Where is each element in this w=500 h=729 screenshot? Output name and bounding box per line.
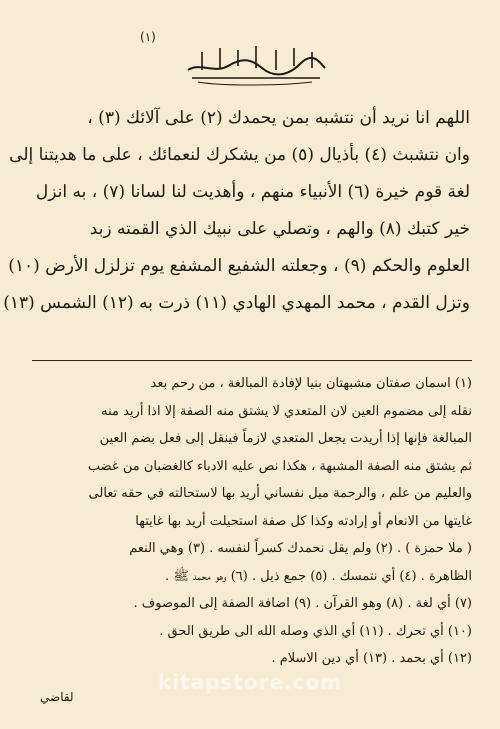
main-line: لغة قوم خيرة (٦) الأنبياء منهم ، وأهديت لنا لسانا (٧) ، به انزل (35, 182, 470, 202)
main-text (3, 100, 470, 368)
main-line: العلوم والحكم (٩) ، وجعلته الشفيع المشفع يوم تزلزل الأرض (١٠) (8, 256, 470, 276)
footnote-line: (٧) أي لغة . (٨) وهو القرآن . (٩) اضافة الصفة إلى الموصوف . (133, 596, 472, 611)
footnote-line: نقله إلى مضموم العين لان المتعدي لا يشتق منه الصفة إلا اذا أريد منه (101, 403, 472, 419)
footnote-line: المبالغة فإنها إذا أريدت يجعل المتعدي لازماً فينقل إلى فعل بضم العين (99, 431, 472, 446)
main-line: اللهم انا نريد أن نتشبه بمن يحمدك (٢) على آلائك (٣) ، (87, 108, 470, 128)
footnote-line: والعليم من علم ، والرحمة ميل نفساني أريد بها لاستحالته في حقه تعالى (88, 486, 472, 501)
footnote-divider (32, 360, 472, 361)
signature: لقاضي (40, 690, 74, 704)
main-line: وان نتشبث (٤) بأذيال (٥) من يشكرك لنعمائك ، على ما هديتنا إلى (9, 145, 470, 165)
watermark: kitapstore.com (157, 670, 343, 694)
footnote-line: (١٠) أي تحرك . (١١) أي الذي وصله الله الى طريق الحق . (159, 623, 472, 639)
footnote-line: ( ملا حمزة ) . (٢) ولم يقل نحمدك كسراً لنفسه . (٣) وهي النعم (129, 541, 472, 556)
page-number: (١) (140, 30, 156, 44)
main-line: وتزل القدم ، محمد المهدي الهادي (١١) ذرت به (١٢) الشمس (١٣) (3, 293, 470, 313)
main-line: خير كتبك (٨) والهم ، وتصلي على نبيك الذي القمته زبد (89, 219, 470, 239)
footnote-line: غايتها من الانعام أو إرادته وكذا كل صفة استحيلت أريد بها غايتها (135, 513, 472, 529)
footnote-line: الظاهرة . (٤) أي نتمسك . (٥) جمع ذيل . (٦) وهو محمد ﷺ . (164, 568, 472, 584)
footnotes (30, 370, 472, 675)
basmala-calligraphy (180, 40, 330, 86)
footnote-line: (١٢) أي بحمد . (١٣) أي دين الاسلام . (271, 651, 472, 666)
footnote-line: ثم يشتق منه الصفة المشبهة ، هكذا نص عليه الادباء كالغضبان من غضب (87, 458, 472, 474)
footnote-line: (١) اسمان صفتان مشبهتان بنيا لإفادة المبالغة ، من رحم بعد (150, 376, 472, 391)
